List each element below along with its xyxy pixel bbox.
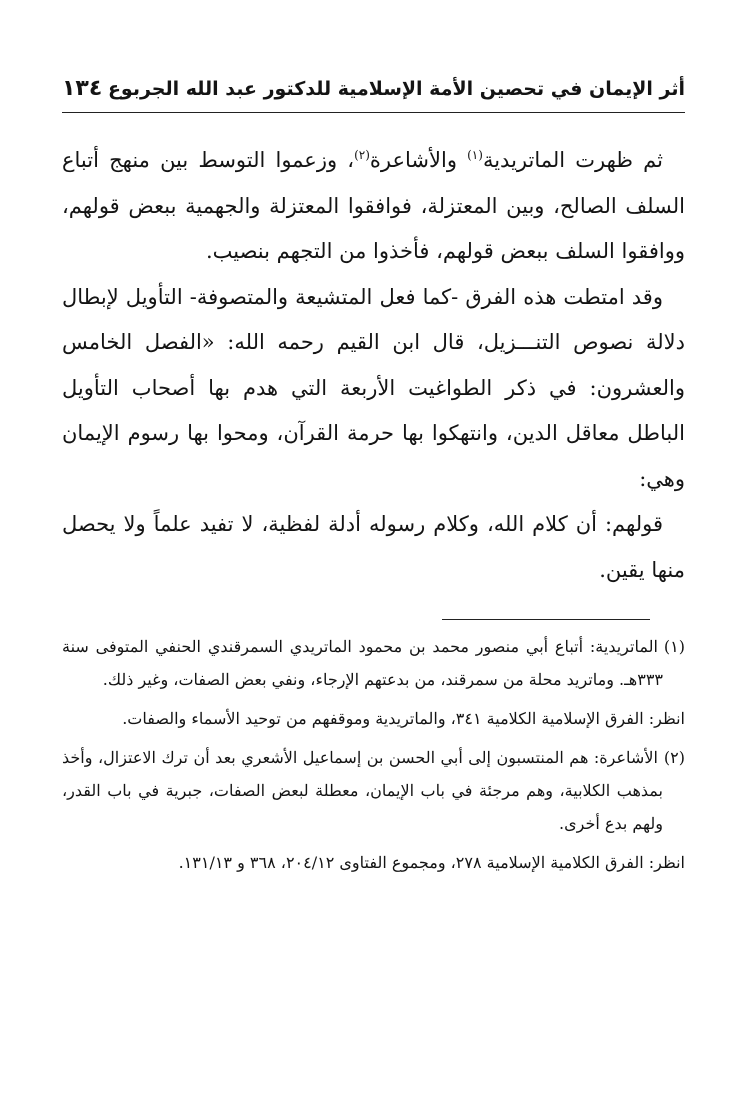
footnote-1-text: الماتريدية: أتباع أبي منصور محمد بن محمود الماتريدي السمرقندي الحنفي المتوفى سنة ٣٣٣هـ. وماتريد محلة من سمرقند، من بدعتهم الإرجاء، ونفي بعض الصفات، وغير ذلك. (62, 637, 663, 689)
header-rule (62, 112, 685, 113)
paragraph-2: وقد امتطت هذه الفرق -كما فعل المتشيعة والمتصوفة- التأويل لإبطال دلالة نصوص التنـــزيل، قال ابن القيم رحمه الله: «الفصل الخامس والعشرون: في ذكر الطواغيت الأربعة التي هدم بها أصحاب التأويل الباطل معاقل الدين، وانتهكوا بها حرمة القرآن، ومحوا بها رسوم الإيمان وهي: (62, 284, 685, 491)
footnote-2-see: انظر: الفرق الكلامية الإسلامية ٢٧٨، ومجموع الفتاوى ٢٠٤/١٢، ٣٦٨ و ١٣١/١٣. (178, 853, 685, 872)
footnote-separator (442, 619, 650, 620)
footnote-ref-2: (٢) (354, 148, 370, 162)
p1-text-a: ثم ظهرت الماتريدية (482, 148, 663, 172)
running-title: أثر الإيمان في تحصين الأمة الإسلامية للدكتور عبد الله الجربوع (107, 78, 685, 100)
footnote-2-number: (٢) (663, 748, 685, 767)
main-text (62, 138, 685, 593)
footnote-1-see: انظر: الفرق الإسلامية الكلامية ٣٤١، والماتريدية وموقفهم من توحيد الأسماء والصفات. (122, 709, 685, 728)
footnote-2 (62, 741, 685, 840)
running-header (62, 74, 685, 108)
p1-text-b: والأشاعرة (369, 148, 468, 172)
footnotes (62, 630, 685, 885)
p1-text-c: ، وزعموا التوسط بين منهج أتباع السلف الصالح، وبين المعتزلة، فوافقوا المعتزلة والجهمية ببعض قولهم، ووافقوا السلف ببعض قولهم، فأخذوا من التجهم بنصيب. (62, 148, 685, 263)
paragraph-3: قولهم: أن كلام الله، وكلام رسوله أدلة لفظية، لا تفيد علماً ولا يحصل منها يقين. (62, 512, 685, 582)
footnote-1 (62, 630, 685, 696)
footnote-1-number: (١) (663, 637, 685, 656)
footnote-2-text: الأشاعرة: هم المنتسبون إلى أبي الحسن بن إسماعيل الأشعري بعد أن ترك الاعتزال، وأخذ بمذهب الكلابية، وهم مرجئة في باب الإيمان، معطلة لبعض الصفات، جبرية في باب القدر، ولهم بدع أخرى. (62, 748, 663, 833)
footnote-ref-1: (١) (467, 148, 483, 162)
paragraph-1 (62, 138, 685, 275)
page-number: ١٣٤ (62, 76, 103, 101)
